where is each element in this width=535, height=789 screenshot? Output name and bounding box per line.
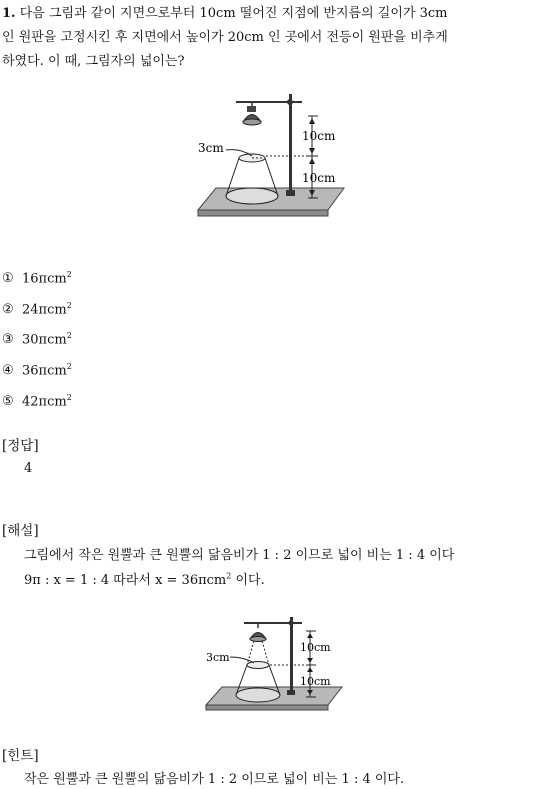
choice-3-exp: 2 [66,331,72,340]
question-line-2: 인 원판을 고정시킨 후 지면에서 높이가 20cm 인 곳에서 전등이 원판을 비추게 [2,30,448,45]
question-text [2,2,532,74]
question-line-1 [2,2,532,26]
question-line-1-text: 다음 그림과 같이 지면으로부터 10cm 떨어진 지점에 반지름의 길이가 3cm [19,6,448,21]
choice-4[interactable] [2,362,72,378]
choice-2-mark: ② [2,302,14,318]
choice-5-mark: ⑤ [2,394,14,410]
choice-5[interactable] [2,393,72,409]
explanation-line-2 [24,569,265,588]
hint-heading: [힌트] [2,748,39,764]
explanation-line-1: 그림에서 작은 원뿔과 큰 원뿔의 닮음비가 1 : 2 이므로 넓이 비는 1 : 4 이다 [24,548,455,563]
hint-line: 작은 원뿔과 큰 원뿔의 닮음비가 1 : 2 이므로 넓이 비는 1 : 4 이다. [24,772,405,787]
lamp-cone-figure [196,92,346,222]
choice-1-exp: 2 [66,270,72,279]
choice-4-exp: 2 [66,362,72,371]
question-number: 1. [2,6,16,21]
choice-3-value: 30πcm [22,332,67,348]
answer-value: 4 [24,461,33,476]
upper-height-label-2: 10cm [300,641,331,654]
answer-heading: [정답] [2,438,39,454]
choice-1-value: 16πcm [22,271,67,287]
explanation-heading: [해설] [2,523,39,539]
upper-height-label: 10cm [302,129,336,143]
choice-2[interactable] [2,301,72,317]
choice-2-value: 24πcm [22,302,67,318]
question-line-3: 하였다. 이 때, 그림자의 넓이는? [2,54,185,69]
explanation-line-2-end: 이다. [231,573,265,588]
choice-5-value: 42πcm [22,394,67,410]
choice-1-mark: ① [2,271,14,287]
choice-3[interactable] [2,331,72,347]
radius-label-2: 3cm [206,651,230,664]
choice-4-mark: ④ [2,363,14,379]
lamp-cone-figure-2 [204,615,344,715]
lower-height-label-2: 10cm [300,675,331,688]
explanation-line-2-exp: 2 [226,571,232,581]
radius-label: 3cm [198,141,224,155]
choice-3-mark: ③ [2,332,14,348]
choice-5-exp: 2 [66,393,72,402]
explanation-line-2-text: 9π : x = 1 : 4 따라서 x = 36πcm [24,573,227,588]
choice-1[interactable] [2,270,72,286]
choice-4-value: 36πcm [22,363,67,379]
choice-2-exp: 2 [66,301,72,310]
lower-height-label: 10cm [302,171,336,185]
